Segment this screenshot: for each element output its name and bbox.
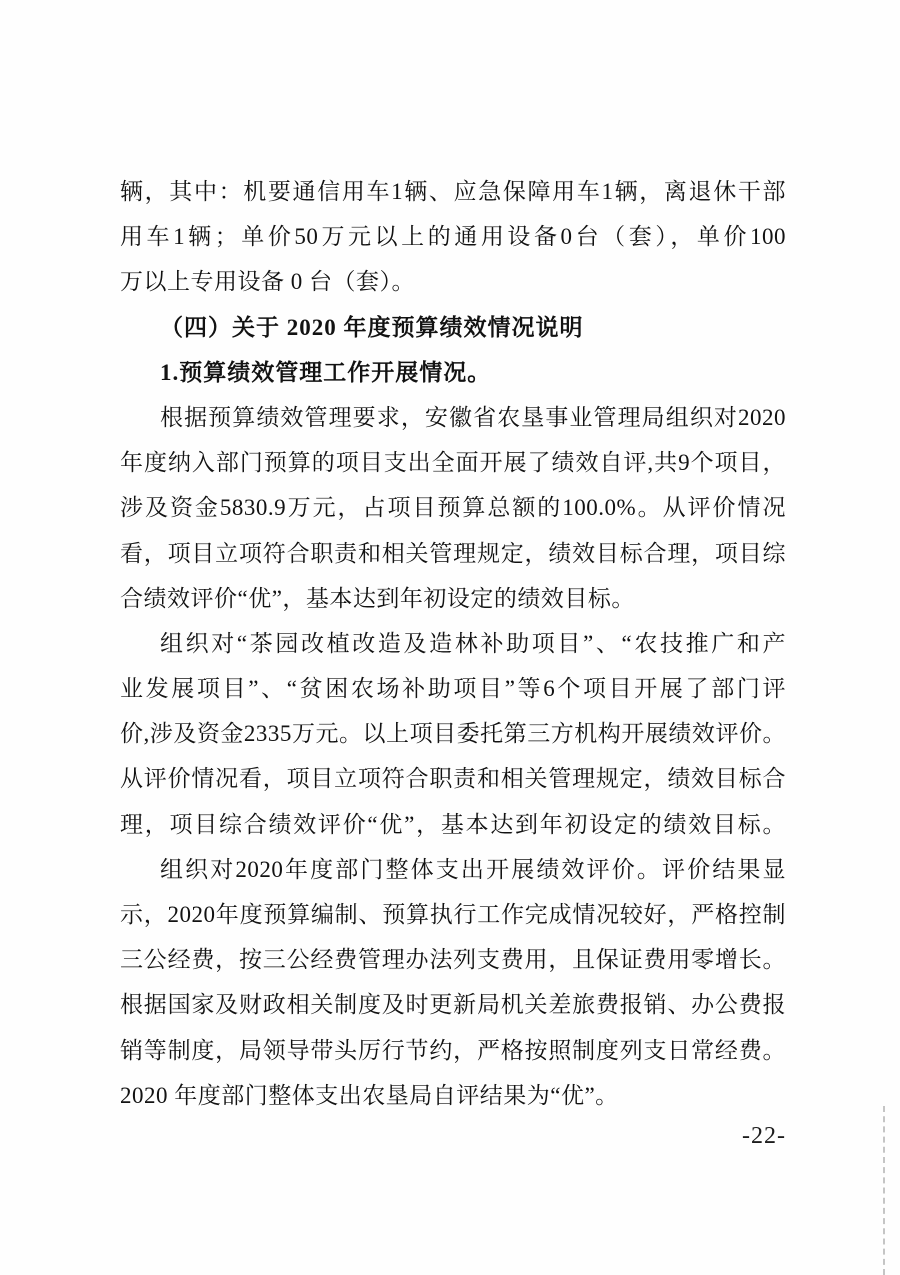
text-line: 涉及资金5830.9万元，占项目预算总额的100.0%。从评价情况 bbox=[120, 495, 786, 521]
page-number: -22- bbox=[742, 1123, 786, 1149]
text-line: 根据国家及财政相关制度及时更新局机关差旅费报销、办公费报 bbox=[120, 992, 786, 1018]
scan-artifact-dashed-line-icon bbox=[883, 1106, 885, 1275]
text-line: 三公经费，按三公经费管理办法列支费用，且保证费用零增长。 bbox=[120, 947, 786, 973]
text-line: 组织对“茶园改植改造及造林补助项目”、“农技推广和产 bbox=[160, 630, 786, 656]
section-heading: （四）关于 2020 年度预算绩效情况说明 bbox=[160, 314, 584, 340]
text-line: 万以上专用设备 0 台（套）。 bbox=[120, 269, 415, 295]
text-line: 理，项目综合绩效评价“优”，基本达到年初设定的绩效目标。 bbox=[120, 811, 786, 837]
text-line: 业发展项目”、“贫困农场补助项目”等6个项目开展了部门评 bbox=[120, 676, 786, 702]
text-line: 2020 年度部门整体支出农垦局自评结果为“优”。 bbox=[120, 1082, 619, 1108]
text-line: 根据预算绩效管理要求，安徽省农垦事业管理局组织对2020 bbox=[160, 404, 786, 430]
text-line: 合绩效评价“优”，基本达到年初设定的绩效目标。 bbox=[120, 585, 635, 611]
text-line: 年度纳入部门预算的项目支出全面开展了绩效自评,共9个项目， bbox=[120, 450, 786, 476]
text-line: 销等制度，局领导带头厉行节约，严格按照制度列支日常经费。 bbox=[120, 1037, 786, 1063]
subsection-heading: 1.预算绩效管理工作开展情况。 bbox=[160, 359, 492, 385]
text-line: 组织对2020年度部门整体支出开展绩效评价。评价结果显 bbox=[160, 856, 786, 882]
text-line: 看，项目立项符合职责和相关管理规定，绩效目标合理，项目综 bbox=[120, 540, 786, 566]
text-line: 从评价情况看，项目立项符合职责和相关管理规定，绩效目标合 bbox=[120, 766, 786, 792]
text-line: 示，2020年度预算编制、预算执行工作完成情况较好，严格控制 bbox=[120, 902, 786, 927]
text-line: 用车1辆；单价50万元以上的通用设备0台（套），单价100 bbox=[120, 224, 786, 250]
text-line: 价,涉及资金2335万元。以上项目委托第三方机构开展绩效评价。 bbox=[120, 721, 786, 747]
text-line: 辆，其中：机要通信用车1辆、应急保障用车1辆，离退休干部 bbox=[120, 179, 786, 204]
document-body bbox=[120, 169, 786, 1118]
